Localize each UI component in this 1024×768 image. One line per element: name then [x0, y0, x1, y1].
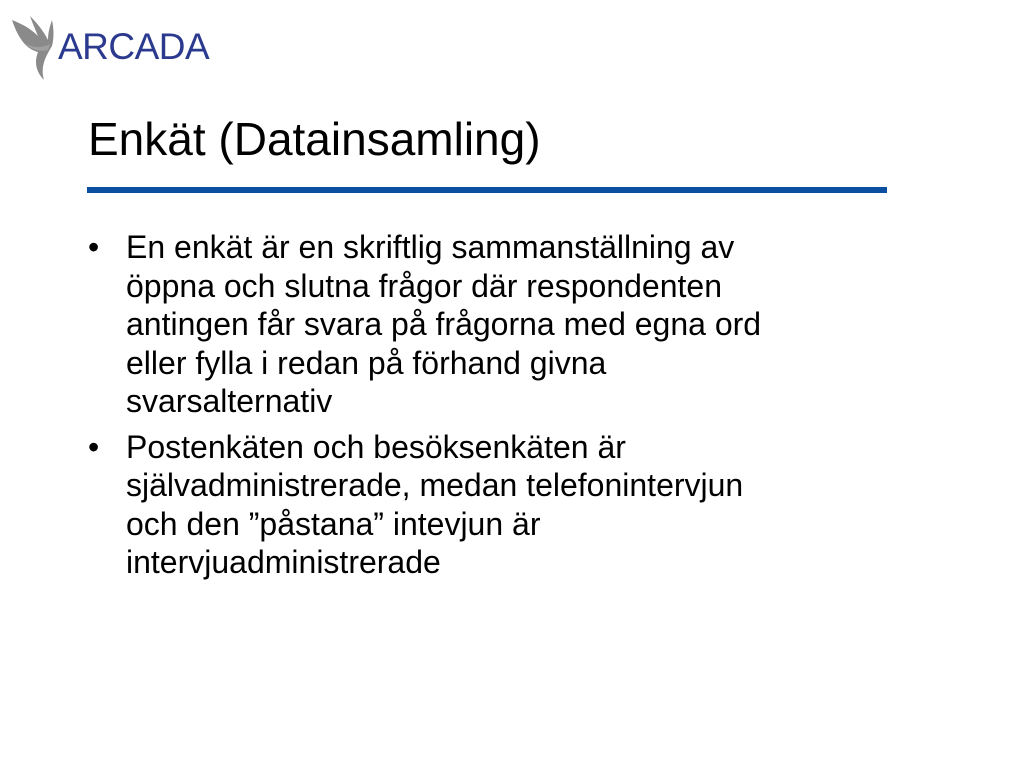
bullet-item — [88, 228, 938, 421]
bullet-line: antingen får svara på frågorna med egna ord — [126, 306, 762, 342]
bullet-item — [88, 428, 938, 582]
bullet-line: öppna och slutna frågor där respondenten — [126, 267, 722, 304]
arcada-logo — [8, 14, 223, 84]
bullet-line: svarsalternativ — [126, 383, 333, 419]
bullet-line: Postenkäten och besöksenkäten är — [126, 428, 626, 465]
bullet-dot: • — [88, 428, 100, 465]
bullet-list — [88, 228, 938, 589]
slide-title: Enkät (Datainsamling) — [88, 113, 541, 165]
bullet-line: och den ”påstana” intevjun är — [126, 505, 541, 542]
logo-text: ARCADA — [58, 26, 210, 67]
bullet-line: eller fylla i redan på förhand givna — [126, 344, 607, 381]
bullet-dot: • — [88, 229, 100, 265]
bullet-line: intervjuadministrerade — [126, 544, 441, 580]
title-underline — [87, 187, 887, 193]
bullet-line: En enkät är en skriftlig sammanställning av — [126, 229, 735, 265]
bullet-line: självadministrerade, medan telefonintervjun — [126, 467, 744, 503]
